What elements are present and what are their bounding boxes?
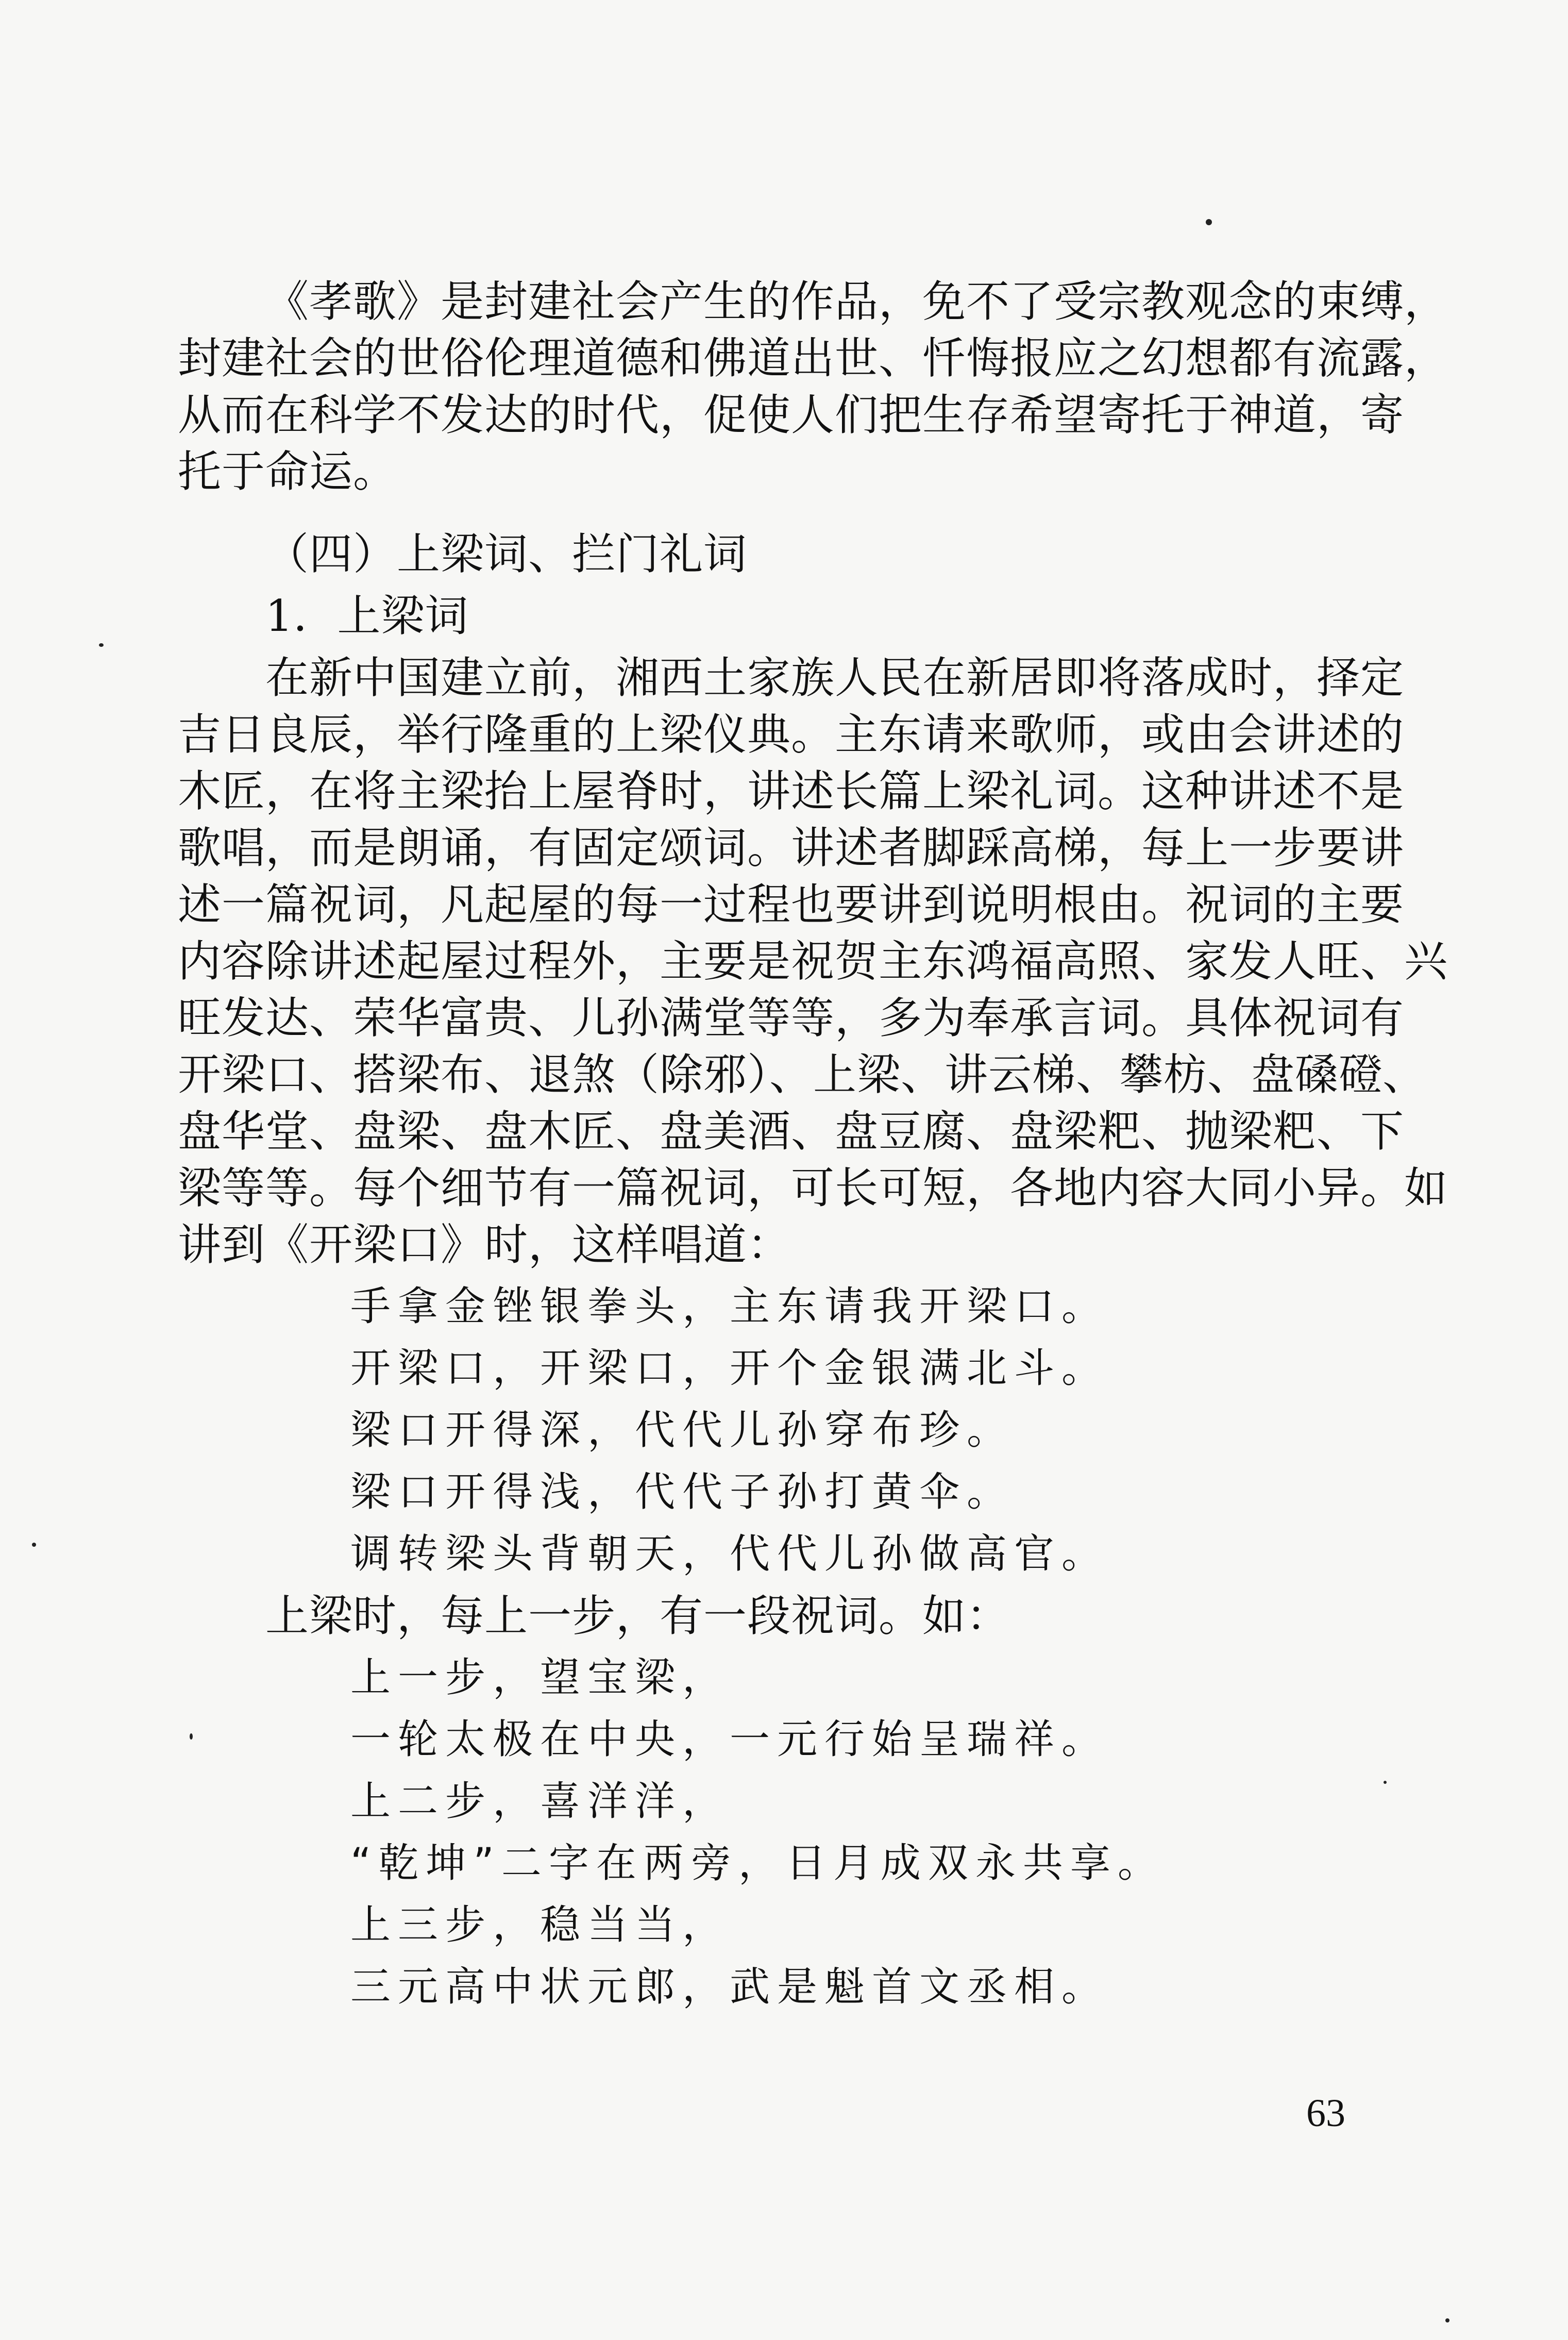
verse1-line: 开梁口，开梁口，开个金银满北斗。 xyxy=(350,1345,1109,1392)
paragraph1-line: 从而在科学不发达的时代，促使人们把生存希望寄托于神道，寄 xyxy=(178,390,1405,440)
scan-speck xyxy=(99,643,104,647)
paragraph2-line: 内容除讲述起屋过程外，主要是祝贺主东鸿福高照、家发人旺、兴 xyxy=(178,936,1448,987)
scan-speck xyxy=(190,1733,193,1740)
paragraph2-line: 在新中国建立前，湘西土家族人民在新居即将落成时，择定 xyxy=(265,653,1405,703)
subsection-heading: 1．上梁词 xyxy=(265,591,469,641)
paragraph1-line: 托于命运。 xyxy=(178,446,397,497)
verse1-line: 梁口开得深，代代儿孙穿布珍。 xyxy=(350,1407,1015,1453)
verse2-line: “乾坤”二字在两旁，日月成双永共享。 xyxy=(350,1840,1165,1886)
paragraph2-line: 讲到《开梁口》时，这样唱道： xyxy=(178,1219,791,1270)
paragraph1-line: 封建社会的世俗伦理道德和佛道出世、忏悔报应之幻想都有流露， xyxy=(178,333,1448,383)
section-heading: （四）上梁词、拦门礼词 xyxy=(265,529,748,579)
paragraph2-line: 歌唱，而是朗诵，有固定颂词。讲述者脚踩高梯，每上一步要讲 xyxy=(178,823,1405,873)
verse2-line: 上一步，望宝梁， xyxy=(350,1654,730,1701)
paragraph2-line: 吉日良辰，举行隆重的上梁仪典。主东请来歌师，或由会讲述的 xyxy=(178,709,1405,760)
verse2-line: 上二步，喜洋洋， xyxy=(350,1778,730,1825)
verse1-line: 梁口开得浅，代代子孙打黄伞。 xyxy=(350,1469,1015,1515)
paragraph2-line: 盘华堂、盘梁、盘木匠、盘美酒、盘豆腐、盘梁粑、抛梁粑、下 xyxy=(178,1106,1405,1157)
paragraph2-line: 梁等等。每个细节有一篇祝词，可长可短，各地内容大同小异。如 xyxy=(178,1163,1448,1213)
paragraph2-line: 木匠，在将主梁抬上屋脊时，讲述长篇上梁礼词。这种讲述不是 xyxy=(178,766,1405,816)
paragraph2-line: 旺发达、荣华富贵、儿孙满堂等等，多为奉承言词。具体祝词有 xyxy=(178,993,1405,1043)
verse2-line: 上三步，稳当当， xyxy=(350,1902,730,1948)
paragraph2-line: 开梁口、搭梁布、退煞（除邪）、上梁、讲云梯、攀枋、盘磉磴、 xyxy=(178,1049,1427,1100)
scan-speck xyxy=(1206,219,1212,225)
verse1-line: 手拿金锉银拳头，主东请我开梁口。 xyxy=(350,1283,1109,1330)
scan-speck xyxy=(1445,2318,1449,2322)
paragraph1-line: 《孝歌》是封建社会产生的作品，免不了受宗教观念的束缚， xyxy=(265,276,1448,327)
scan-speck xyxy=(32,1543,36,1547)
verse2-line: 一轮太极在中央，一元行始呈瑞祥。 xyxy=(350,1716,1109,1763)
paragraph3-line: 上梁时，每上一步，有一段祝词。如： xyxy=(265,1591,1010,1641)
scan-speck xyxy=(1384,1781,1387,1784)
page-number: 63 xyxy=(1306,2092,1345,2135)
verse2-line: 三元高中状元郎，武是魁首文丞相。 xyxy=(350,1964,1109,2010)
paragraph2-line: 述一篇祝词，凡起屋的每一过程也要讲到说明根由。祝词的主要 xyxy=(178,879,1405,930)
verse1-line: 调转梁头背朝天，代代儿孙做高官。 xyxy=(350,1531,1109,1577)
